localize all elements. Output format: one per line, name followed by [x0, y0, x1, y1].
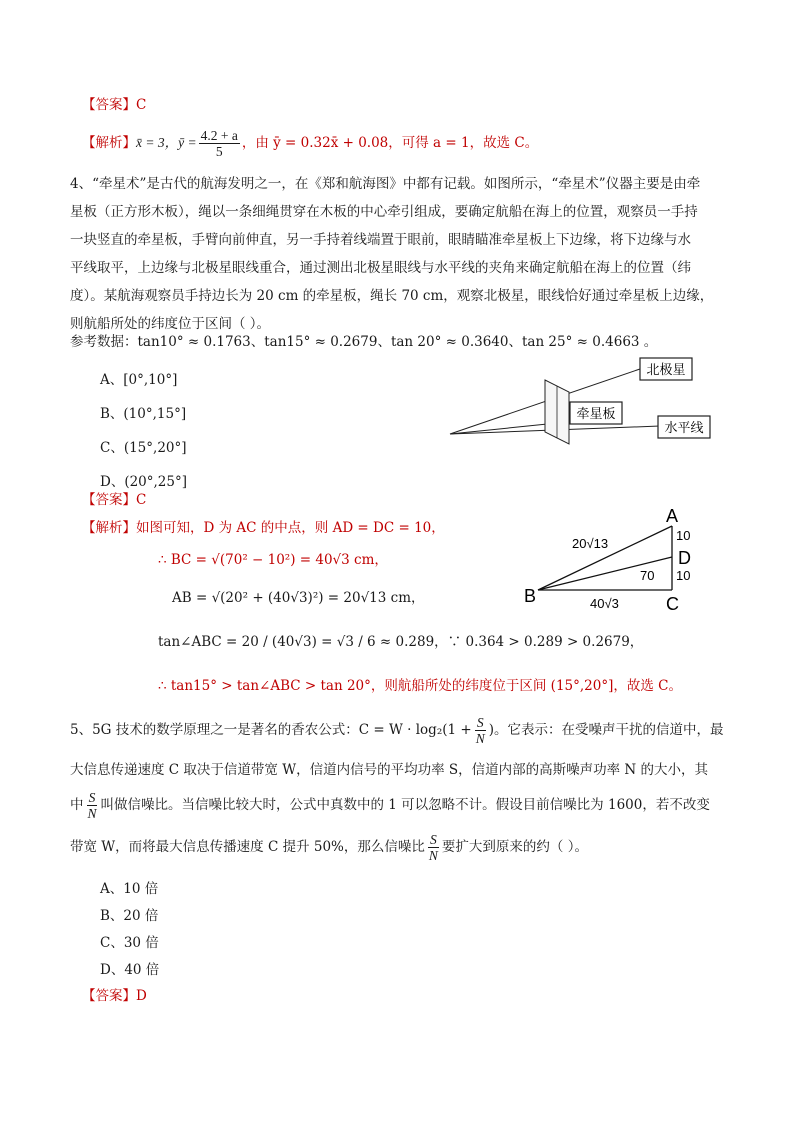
- option-c: C、(15°,20°]: [100, 440, 187, 456]
- stem-line: 度）。某航海观察员手持边长为 20 cm 的牵星板，绳长 70 cm，观察北极星，眼线恰好通过牵星板上边缘，: [70, 288, 714, 304]
- vertex-b: B: [524, 586, 537, 606]
- option-a: A、[0°,10°]: [100, 372, 178, 388]
- triangle-figure: [520, 498, 710, 618]
- vertex-c: C: [666, 594, 679, 614]
- answer-value: C: [136, 97, 147, 113]
- label-ad: 10: [676, 528, 691, 543]
- option-d: D、(20°,25°]: [100, 474, 188, 490]
- option-d: D、40 倍: [100, 962, 160, 978]
- answer-tag: 【答案】: [82, 97, 136, 113]
- q5-answer: [82, 986, 147, 1006]
- q4-analysis-line-1: 【解析】如图可知，D 为 AC 的中点，则 AD = DC = 10，: [82, 520, 445, 536]
- stem-line: 4、“牵星术”是古代的航海发明之一，在《郑和航海图》中都有记载。如图所示，“牵星术”仪器主要是由牵: [70, 176, 701, 192]
- option-b: B、20 倍: [100, 908, 159, 924]
- vertex-d: D: [678, 548, 691, 568]
- label-board: 牵星板: [576, 407, 616, 422]
- vertex-a: A: [666, 506, 679, 526]
- q5-line-1: 5、5G 技术的数学原理之一是著名的香农公式：C = W · log₂(1 + $\frac{S}{N}$ )。它表示：在受噪声干扰的信道中，最: [70, 715, 724, 746]
- q4-analysis-line-2: ∴ BC = √(70² − 10²) = 40√3 cm，: [158, 552, 388, 568]
- q3-answer: [82, 95, 146, 115]
- analysis-tag: 【解析】: [82, 135, 136, 151]
- q4-analysis-line-4: tan∠ABC = 20 / (40√3) = √3 / 6 ≈ 0.289，∵ 0.364 > 0.289 > 0.2679，: [158, 634, 644, 650]
- stem-line: 则航船所处的纬度位于区间（ ）。: [70, 316, 271, 332]
- label-dc: 10: [676, 568, 691, 583]
- star-board-figure: [445, 352, 725, 447]
- stem-line: 平线取平，上边缘与北极星眼线重合，通过测出北极星眼线与水平线的夹角来确定航船在海上的位置（纬: [70, 260, 691, 276]
- option-a: A、10 倍: [100, 881, 159, 897]
- label-polaris: 北极星: [646, 363, 686, 378]
- analysis-text-a: x̄ = 3，ȳ =: [136, 135, 197, 150]
- q4-stem: [70, 170, 713, 338]
- answer-value: D: [136, 988, 147, 1004]
- option-c: C、30 倍: [100, 935, 159, 951]
- answer-value: C: [136, 492, 147, 508]
- analysis-tag: 【解析】: [82, 520, 136, 536]
- q4-reference-data: 参考数据：tan10° ≈ 0.1763、tan15° ≈ 0.2679、tan 20° ≈ 0.3640、tan 25° ≈ 0.4663 。: [70, 334, 658, 350]
- q5-options: [100, 876, 159, 984]
- label-bd: 70: [640, 568, 655, 583]
- snr-fraction: $\frac{S}{N}$: [475, 715, 485, 746]
- q4-analysis-line-5: ∴ tan15° > tan∠ABC > tan 20°，则航船所处的纬度位于区间 (15°,20°]，故选 C。: [158, 678, 682, 694]
- answer-tag: 【答案】: [82, 492, 136, 508]
- snr-fraction: $\frac{S}{N}$: [87, 790, 97, 821]
- label-horizon: 水平线: [664, 421, 704, 436]
- q3-analysis: [82, 127, 538, 159]
- stem-line: 星板（正方形木板），绳以一条细绳贯穿在木板的中心牵引组成，要确定航船在海上的位置，观察员一手持: [70, 204, 698, 220]
- q5-line-2: 大信息传递速度 C 取决于信道带宽 W，信道内信号的平均功率 S，信道内部的高斯噪声功率 N 的大小，其: [70, 762, 709, 778]
- snr-fraction: $\frac{S}{N}$: [428, 832, 438, 863]
- q5-line-4: 带宽 W，而将最大信息传播速度 C 提升 50%，那么信噪比 $\frac{S}{N}$ 要扩大到原来的约（ ）。: [70, 832, 588, 863]
- q4-options: [100, 363, 187, 499]
- q5-line-3: 中 $\frac{S}{N}$ 叫做信噪比。当信噪比较大时，公式中真数中的 1 可以忽略不计。假设目前信噪比为 1600，若不改变: [70, 790, 710, 821]
- q4-answer: [82, 490, 146, 510]
- option-b: B、(10°,15°]: [100, 406, 187, 422]
- label-ab: 20√13: [572, 536, 609, 551]
- stem-line: 一块竖直的牵星板，手臂向前伸直，另一手持着线端置于眼前，眼睛瞄准牵星板上下边缘，将下边缘与水: [70, 232, 691, 248]
- q4-analysis-line-3: AB = √(20² + (40√3)²) = 20√13 cm，: [172, 590, 425, 606]
- analysis-text-b: ，由 ȳ = 0.32x̄ + 0.08，可得 a = 1，故选 C。: [241, 135, 539, 151]
- fraction: $\frac{4.2 + a}{5}$: [200, 128, 238, 159]
- answer-tag: 【答案】: [82, 988, 136, 1004]
- label-bc: 40√3: [590, 596, 619, 611]
